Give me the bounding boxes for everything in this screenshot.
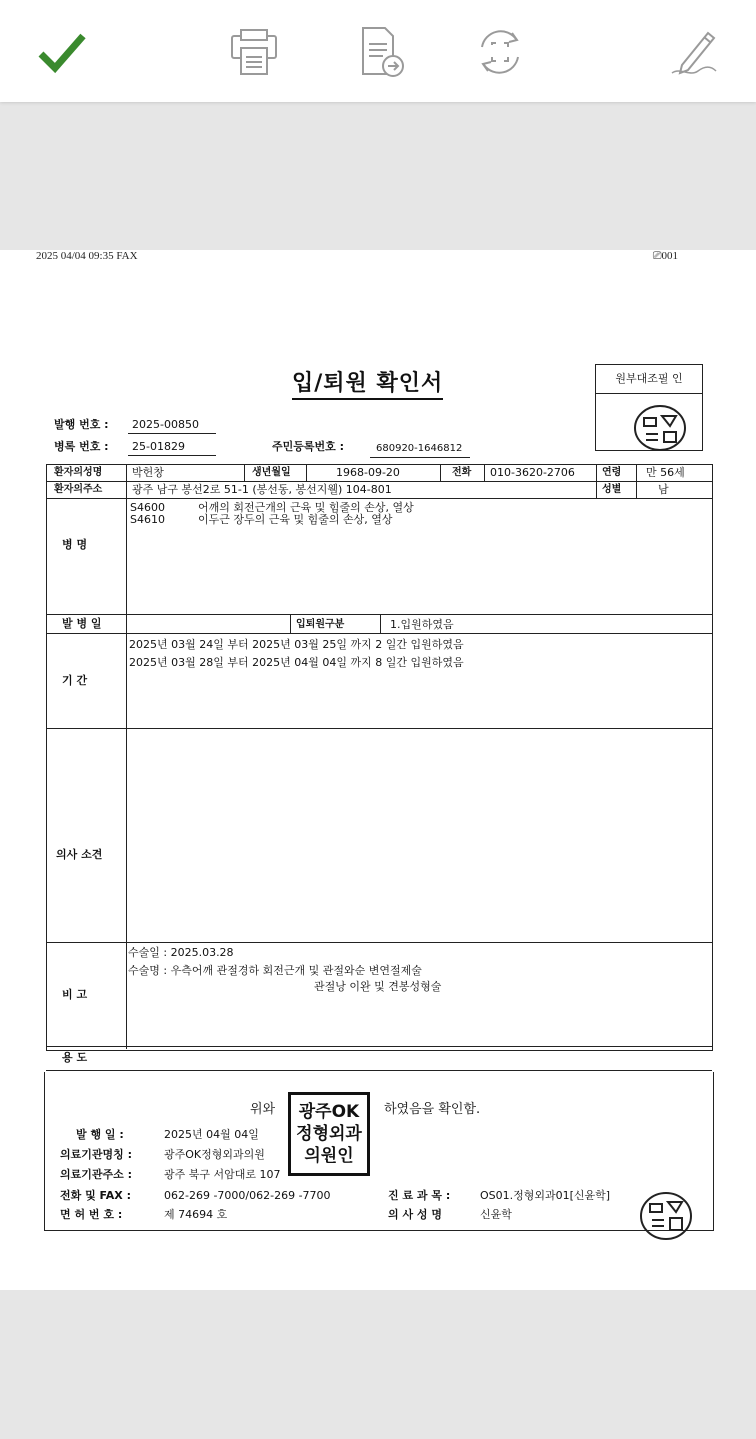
hospital-stamp-line-2: 정형외과 xyxy=(296,1124,362,1144)
address-value: 광주 남구 봉선2로 51-1 (봉선동, 봉선지웰) 104-801 xyxy=(132,483,392,496)
period-label: 기 간 xyxy=(62,674,88,687)
print-icon xyxy=(229,28,279,76)
document-page[interactable] xyxy=(0,250,756,1290)
issue-no-label: 발행 번호 : xyxy=(54,418,109,431)
opinion-label: 의사 소견 xyxy=(56,848,103,861)
rotate-crop-button[interactable] xyxy=(470,22,530,82)
patient-name-label: 환자의성명 xyxy=(54,467,103,478)
birth-label: 생년월일 xyxy=(252,467,291,478)
dept-label: 진 료 과 목 : xyxy=(388,1189,451,1202)
confirm-text-pre: 위와 xyxy=(250,1102,276,1117)
record-no-label: 병록 번호 : xyxy=(54,440,109,453)
birth-value: 1968-09-20 xyxy=(336,466,400,479)
export-document-icon xyxy=(357,26,407,78)
onset-label: 발 병 일 xyxy=(62,617,102,630)
top-toolbar xyxy=(0,0,756,102)
doctor-seal-icon xyxy=(638,1190,694,1242)
hospital-name-value: 광주OK정형외과의원 xyxy=(164,1148,265,1161)
pen-sign-icon xyxy=(668,27,720,77)
issue-no-value: 2025-00850 xyxy=(132,418,199,431)
remarks-line-1: 수술일 : 2025.03.28 xyxy=(128,946,234,959)
phone-value: 010-3620-2706 xyxy=(490,466,575,479)
diagnosis-code-1: S4600 xyxy=(130,501,165,514)
rotate-crop-icon xyxy=(474,27,526,77)
phone-label: 전화 xyxy=(452,467,472,478)
diagnosis-code-2: S4610 xyxy=(130,513,165,526)
address-label: 환자의주소 xyxy=(54,484,103,495)
hospital-stamp-line-3: 의원인 xyxy=(304,1146,354,1166)
print-button[interactable] xyxy=(224,22,284,82)
approval-box-label: 원부대조필 인 xyxy=(596,365,702,394)
tel-value: 062-269 -7000/062-269 -7700 xyxy=(164,1189,331,1202)
license-label: 면 허 번 호 : xyxy=(60,1208,123,1221)
hospital-stamp-line-1: 광주OK xyxy=(298,1102,360,1122)
period-line-1: 2025년 03월 24일 부터 2025년 03월 25일 까지 2 일간 입원하였음 xyxy=(129,638,464,651)
footer-frame xyxy=(44,1072,714,1231)
dept-value: OS01.정형외과01[신윤학] xyxy=(480,1189,611,1202)
rrn-label: 주민등록번호 : xyxy=(272,440,344,453)
remarks-label: 비 고 xyxy=(62,988,88,1001)
approval-box xyxy=(595,364,703,451)
admission-certificate-form xyxy=(0,250,756,1290)
record-no-value: 25-01829 xyxy=(132,440,185,453)
license-value: 제 74694 호 xyxy=(164,1208,228,1221)
remarks-line-2: 수술명 : 우측어깨 관절경하 회전근개 및 관절와순 변연절제술 xyxy=(128,964,422,977)
confirm-button[interactable] xyxy=(32,22,92,82)
hospital-stamp xyxy=(288,1092,370,1176)
doctor-label: 의 사 성 명 xyxy=(388,1208,442,1221)
sex-label: 성별 xyxy=(602,484,622,495)
age-value: 만 56세 xyxy=(646,466,685,479)
period-line-2: 2025년 03월 28일 부터 2025년 04월 04일 까지 8 일간 입원하였음 xyxy=(129,656,464,669)
diagnosis-text-1: 어깨의 회전근개의 근육 및 힘줄의 손상, 열상 xyxy=(198,501,414,514)
sex-value: 남 xyxy=(658,483,669,496)
hospital-name-label: 의료기관명칭 : xyxy=(60,1148,132,1161)
issue-date-value: 2025년 04월 04일 xyxy=(164,1128,259,1141)
confirm-text-post: 하였음을 확인함. xyxy=(384,1102,481,1117)
diagnosis-text-2: 이두근 장두의 근육 및 힘줄의 손상, 열상 xyxy=(198,513,393,526)
rrn-value: 680920-1646812 xyxy=(376,443,463,454)
diagnosis-label: 병 명 xyxy=(62,538,88,551)
fax-header: 2025 04/04 09:35 FAX xyxy=(36,250,138,262)
admit-type-label: 입퇴원구분 xyxy=(296,619,345,630)
issue-date-label: 발 행 일 : xyxy=(76,1128,124,1141)
admit-type-value: 1.입원하였음 xyxy=(390,618,454,631)
hospital-addr-label: 의료기관주소 : xyxy=(60,1168,132,1181)
hospital-addr-value: 광주 북구 서암대로 107 xyxy=(164,1168,281,1181)
age-label: 연령 xyxy=(602,467,622,478)
main-table-frame xyxy=(46,464,713,1051)
confirm-check-icon xyxy=(37,30,87,74)
fax-page-number: ⎚001 xyxy=(652,250,678,262)
form-title: 입/퇴원 확인서 xyxy=(292,366,443,400)
director-seal-icon xyxy=(632,404,688,452)
export-button[interactable] xyxy=(352,22,412,82)
patient-name-value: 박헌창 xyxy=(132,466,164,479)
doctor-value: 신윤학 xyxy=(480,1208,512,1221)
purpose-label: 용 도 xyxy=(62,1051,88,1064)
remarks-line-3: 관절낭 이완 및 견봉성형술 xyxy=(314,980,442,993)
tel-label: 전화 및 FAX : xyxy=(60,1189,132,1202)
sign-button[interactable] xyxy=(664,22,724,82)
